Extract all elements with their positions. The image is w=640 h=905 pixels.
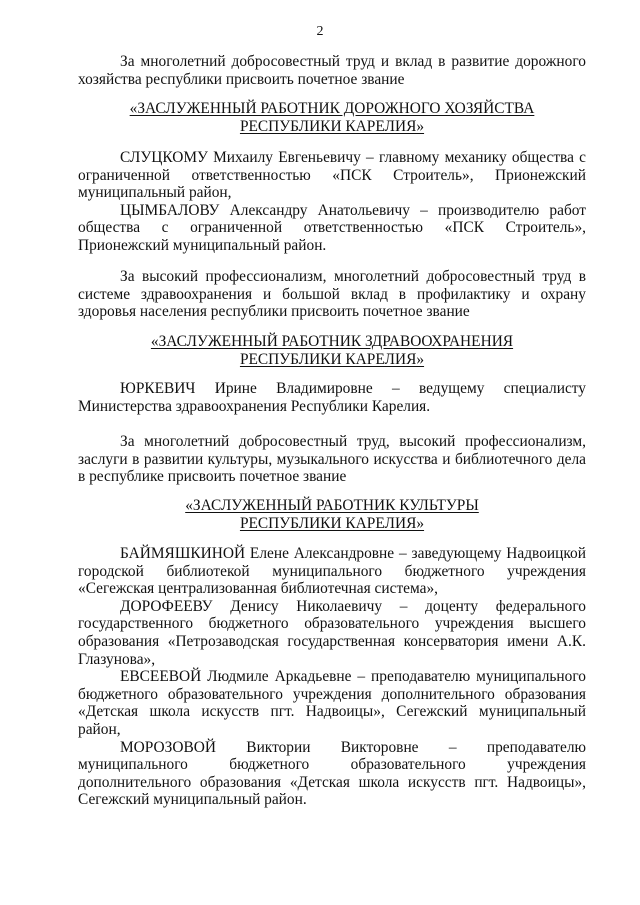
person-entry: СЛУЦКОМУ Михаилу Евгеньевичу – главному механику общества с ограниченной ответственностью «ПСК Строитель», Прионежский муниципальный район, <box>78 149 586 202</box>
person-entry: ЦЫМБАЛОВУ Александру Анатольевичу – производителю работ общества с ограниченной ответственностью «ПСК Строитель», Прионежский муниципальный район. <box>78 201 586 254</box>
intro-paragraph: За многолетний добросовестный труд и вклад в развитие дорожного хозяйства республики присвоить почетное звание <box>78 53 586 88</box>
intro-paragraph: За высокий профессионализм, многолетний добросовестный труд в системе здравоохранения и большой вклад в профилактику и охрану здоровья населения республики присвоить почетное звание <box>78 268 586 321</box>
award-title-line1: «ЗАСЛУЖЕННЫЙ РАБОТНИК ДОРОЖНОГО ХОЗЯЙСТВА <box>129 100 535 117</box>
section-culture-people <box>78 545 586 809</box>
section-health-intro <box>78 268 586 321</box>
section-road-intro <box>78 53 586 88</box>
section-health-people <box>78 380 586 415</box>
award-title <box>78 100 586 135</box>
person-entry: ДОРОФЕЕВУ Денису Николаевичу – доценту федерального государственного бюджетного образовательного учреждения высшего образования «Петрозаводская государственная консерватория имени А.К. Глазунова», <box>78 597 586 668</box>
section-road-title <box>78 100 586 135</box>
person-entry: ЮРКЕВИЧ Ирине Владимировне – ведущему специалисту Министерства здравоохранения Республики Карелия. <box>78 380 586 415</box>
person-entry: МОРОЗОВОЙ Виктории Викторовне – преподавателю муниципального бюджетного образовательного учреждения дополнительного образования «Детская школа искусств пгт. Надвоицы», Сегежский муниципальный район. <box>78 738 586 809</box>
person-entry: БАЙМЯШКИНОЙ Елене Александровне – заведующему Надвоицкой городской библиотекой муниципального бюджетного учреждения «Сегежская централизованная библиотечная система», <box>78 545 586 598</box>
section-health-title <box>78 333 586 368</box>
page-number: 2 <box>316 24 324 39</box>
award-title <box>78 497 586 532</box>
intro-paragraph: За многолетний добросовестный труд, высокий профессионализм, заслуги в развитии культуры, музыкального искусства и библиотечного дела в республике присвоить почетное звание <box>78 433 586 486</box>
award-title-line1: «ЗАСЛУЖЕННЫЙ РАБОТНИК ЗДРАВООХРАНЕНИЯ <box>150 333 514 350</box>
section-culture-intro <box>78 433 586 486</box>
award-title-line1: «ЗАСЛУЖЕННЫЙ РАБОТНИК КУЛЬТУРЫ <box>185 497 479 514</box>
person-entry: ЕВСЕЕВОЙ Людмиле Аркадьевне – преподавателю муниципального бюджетного образовательного учреждения дополнительного образования «Детская школа искусств пгт. Надвоицы», Сегежский муниципальный район, <box>78 668 586 738</box>
section-culture-title <box>78 497 586 532</box>
award-title-line2: РЕСПУБЛИКИ КАРЕЛИЯ» <box>239 350 425 368</box>
award-title <box>78 333 586 368</box>
section-road-people <box>78 149 586 255</box>
award-title-line2: РЕСПУБЛИКИ КАРЕЛИЯ» <box>239 514 425 532</box>
award-title-line2: РЕСПУБЛИКИ КАРЕЛИЯ» <box>239 117 425 135</box>
